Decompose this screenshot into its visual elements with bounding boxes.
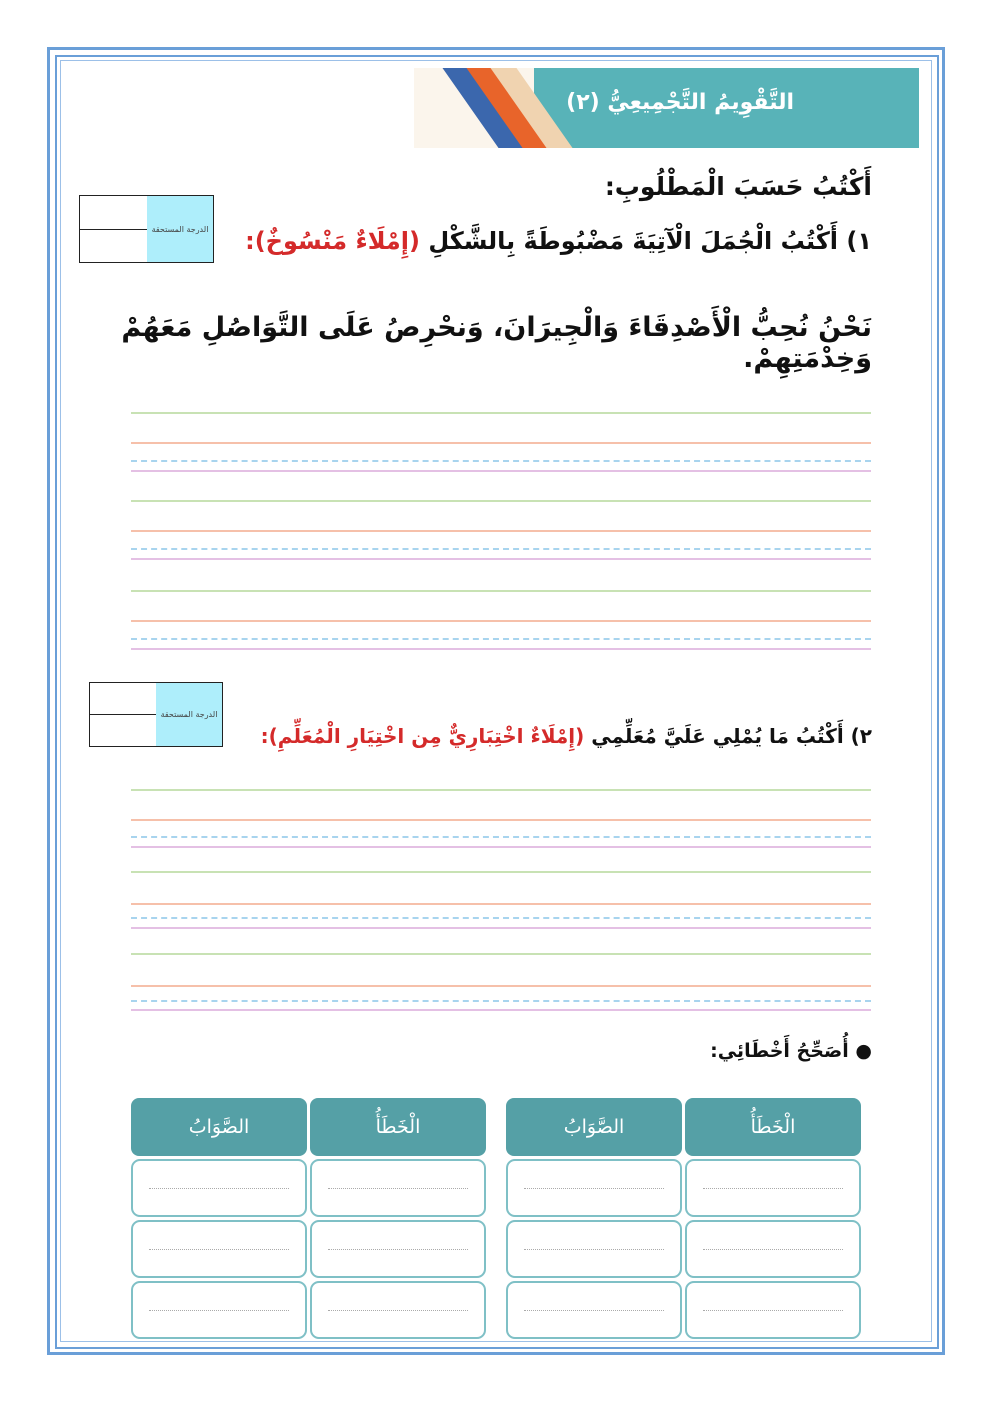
score-cell[interactable] — [80, 230, 147, 263]
table-cell[interactable] — [685, 1281, 861, 1339]
corrections-table-right — [506, 1098, 861, 1339]
score-cell[interactable] — [90, 683, 156, 715]
table-cell[interactable] — [506, 1159, 682, 1217]
table-cell[interactable] — [310, 1220, 486, 1278]
header-banner — [414, 68, 919, 148]
score-box-1 — [79, 195, 214, 263]
header-wrong: الْخَطَأُ — [685, 1098, 861, 1156]
table-cell[interactable] — [506, 1281, 682, 1339]
table-cell[interactable] — [310, 1159, 486, 1217]
corrections-table-left — [131, 1098, 486, 1339]
question-2: ٢) أَكْتُبُ مَا يُمْلِي عَلَيَّ مُعَلِّمِي (إِمْلَاءٌ اخْتِبَارِيٌّ مِن اخْتِيَارِ الْمُعَلِّمِ): — [260, 724, 872, 748]
corrections-title: ● أُصَحِّحُ أَخْطَائِي: — [710, 1040, 872, 1062]
dictation-sentence: نَحْنُ نُحِبُّ الْأَصْدِقَاءَ وَالْجِيرَانَ، وَنحْرِصُ عَلَى التَّوَاصُلِ مَعَهُمْ وَخِدْمَتِهِمْ. — [121, 312, 872, 374]
table-cell[interactable] — [131, 1281, 307, 1339]
header-wrong: الْخَطَأُ — [310, 1098, 486, 1156]
table-cell[interactable] — [506, 1220, 682, 1278]
table-cell[interactable] — [685, 1159, 861, 1217]
table-cell[interactable] — [131, 1159, 307, 1217]
instructions: أَكْتُبُ حَسَبَ الْمَطْلُوبِ: — [604, 172, 872, 201]
score-label: الدرجة المستحقة — [156, 683, 222, 746]
score-cell[interactable] — [90, 715, 156, 746]
question-1: ١) أَكْتُبُ الْجُمَلَ الْآتِيَةَ مَضْبُوطَةً بِالشَّكْلِ (إِمْلَاءٌ مَنْسُوخٌ): — [245, 227, 872, 255]
header-right: الصَّوَابُ — [506, 1098, 682, 1156]
table-cell[interactable] — [310, 1281, 486, 1339]
score-cell[interactable] — [80, 196, 147, 230]
table-cell[interactable] — [685, 1220, 861, 1278]
page-title: التَّقْوِيمُ التَّجْمِيعِيُّ (٢) — [566, 90, 794, 115]
header-right: الصَّوَابُ — [131, 1098, 307, 1156]
table-cell[interactable] — [131, 1220, 307, 1278]
score-box-2 — [89, 682, 223, 747]
score-label: الدرجة المستحقة — [147, 196, 213, 262]
